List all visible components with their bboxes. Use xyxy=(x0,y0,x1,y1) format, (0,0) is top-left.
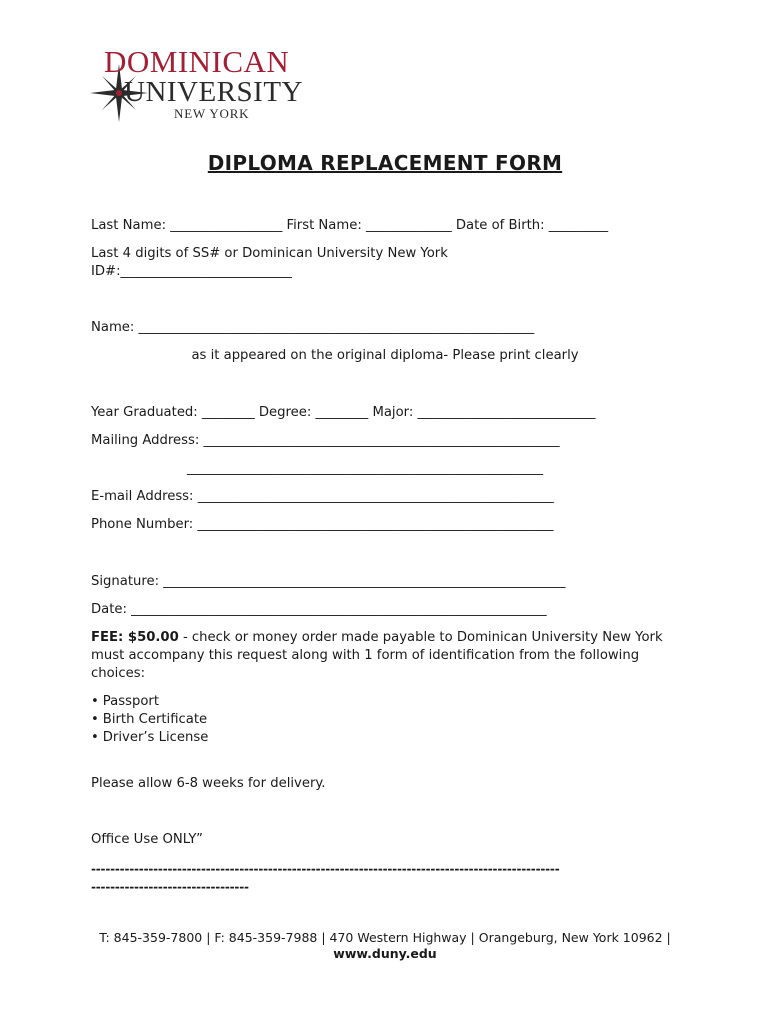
ss-id-field: ID#:__________________________ xyxy=(91,264,292,279)
footer-website-link[interactable]: www.duny.edu xyxy=(333,946,437,961)
fee-text: - check or money order made payable to Dominican University New York must accompany this request along with 1 form of identification from the following choices: xyxy=(91,630,663,681)
list-item: • Passport xyxy=(91,693,208,711)
id-choices-list xyxy=(91,693,208,747)
delivery-note: Please allow 6-8 weeks for delivery. xyxy=(91,776,326,791)
footer-contact-info: T: 845-359-7800 | F: 845-359-7988 | 470 Western Highway | Orangeburg, New York 10962 | xyxy=(99,930,671,945)
logo-wordmark-dominican: DOMINICAN xyxy=(104,44,290,79)
full-name-field: Name: ____________________________________________________________ xyxy=(91,320,535,335)
email-field: E-mail Address: ______________________________________________________ xyxy=(91,489,554,504)
logo-wordmark-newyork: NEW YORK xyxy=(174,106,250,121)
full-name-note: as it appeared on the original diploma- Please print clearly xyxy=(191,348,579,363)
office-use-label: Office Use ONLY” xyxy=(91,832,204,847)
phone-field: Phone Number: ______________________________________________________ xyxy=(91,517,554,532)
divider-line: -------------------------------------------------------------------------------------------------- xyxy=(91,862,560,876)
fee-paragraph xyxy=(91,629,681,683)
fee-label: FEE: $50.00 xyxy=(91,630,179,645)
graduation-details-row: Year Graduated: ________ Degree: ________ Major: ___________________________ xyxy=(91,405,596,420)
mailing-address-line2: ______________________________________________________ xyxy=(187,461,544,476)
logo-wordmark-university: UNIVERSITY xyxy=(124,76,303,108)
divider-line-continued: --------------------------------- xyxy=(91,880,249,894)
date-field: Date: _______________________________________________________________ xyxy=(91,602,547,617)
ss-id-label: Last 4 digits of SS# or Dominican University New York xyxy=(91,246,448,261)
name-dob-row: Last Name: _________________ First Name: _____________ Date of Birth: _________ xyxy=(91,218,609,233)
page-title: DIPLOMA REPLACEMENT FORM xyxy=(207,151,563,175)
list-item: • Birth Certificate xyxy=(91,711,208,729)
mailing-address-field: Mailing Address: ______________________________________________________ xyxy=(91,433,560,448)
university-logo xyxy=(88,44,303,124)
signature-field: Signature: _____________________________________________________________ xyxy=(91,574,566,589)
list-item: • Driver’s License xyxy=(91,729,208,747)
